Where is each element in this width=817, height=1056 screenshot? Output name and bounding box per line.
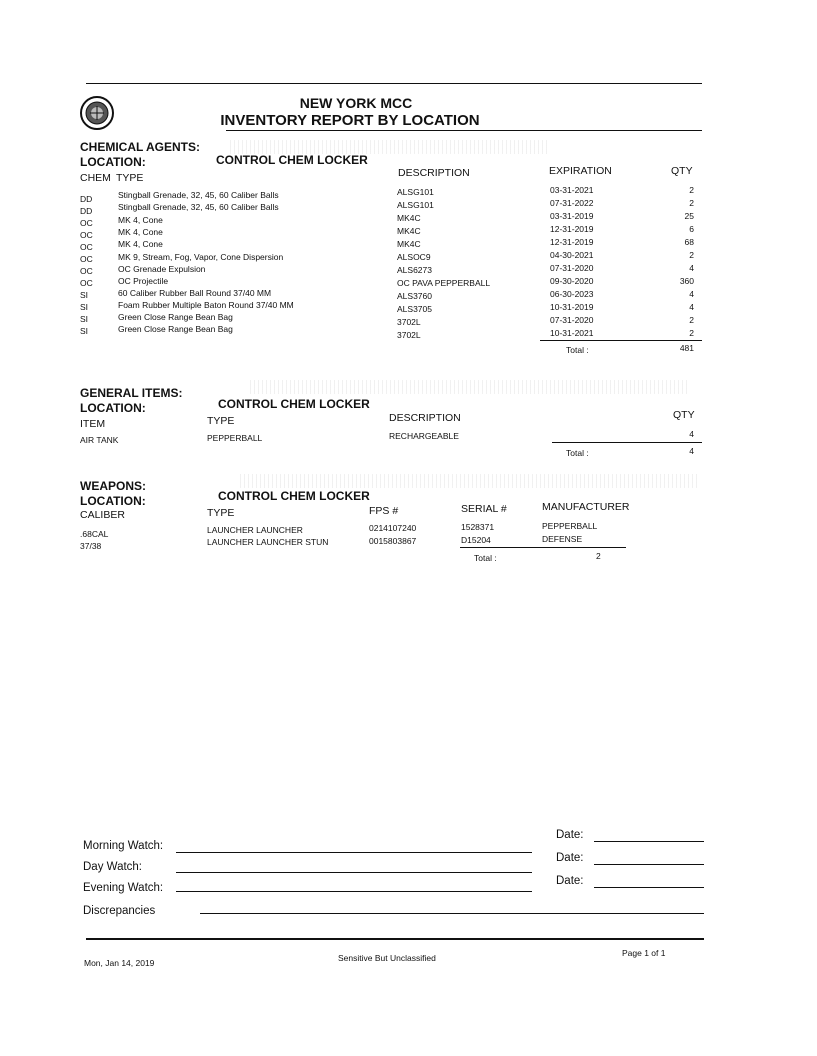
chem-header-type: TYPE [116,172,144,184]
chem-code: OC [80,230,93,240]
chem-header-chem: CHEM [80,172,111,184]
chem-description: ALSG101 [397,187,434,197]
general-header-description: DESCRIPTION [389,412,461,424]
chem-qty: 2 [689,250,694,260]
chem-code: SI [80,314,89,324]
chem-type: Stingball Grenade, 32, 45, 60 Caliber Balls [118,202,279,212]
chem-description: 3702L [397,330,421,340]
general-location-label: LOCATION: [80,401,146,415]
general-description: RECHARGEABLE [389,431,459,441]
chem-header-expiration: EXPIRATION [549,165,612,177]
chem-qty: 6 [689,224,694,234]
weapons-section-label: WEAPONS: [80,479,146,493]
chem-expiration: 10-31-2019 [550,302,594,312]
chem-expiration: 07-31-2022 [550,198,594,208]
general-header-item: ITEM [80,418,106,430]
chem-code: OC [80,278,93,288]
chem-description: ALSOC9 [397,252,431,262]
chem-type: MK 4, Cone [118,215,163,225]
chem-type: Stingball Grenade, 32, 45, 60 Caliber Balls [118,190,279,200]
chem-code: DD [80,194,93,204]
footer-classification: Sensitive But Unclassified [338,953,436,963]
chem-code: OC [80,266,93,276]
chem-header-description: DESCRIPTION [398,167,470,179]
chem-total-label: Total : [566,345,589,355]
evening-date-label: Date: [556,875,584,887]
chem-total-rule [540,340,702,341]
chem-type: OC Projectile [118,276,169,286]
agency-seal [80,96,114,130]
chem-header-qty: QTY [671,165,693,177]
chem-qty: 4 [689,289,694,299]
weapon-type: LAUNCHER LAUNCHER STUN [207,537,329,547]
chem-description: ALS3705 [397,304,432,314]
chem-expiration: 07-31-2020 [550,263,594,273]
morning-watch-label: Morning Watch: [83,840,164,852]
weapon-serial: D15204 [461,535,491,545]
chem-qty: 360 [679,276,694,286]
day-date-label: Date: [556,852,584,864]
chem-type: MK 4, Cone [118,227,163,237]
chem-description: MK4C [397,213,421,223]
chem-qty: 4 [689,263,694,273]
weapons-total-rule [460,547,626,548]
general-total-rule [552,442,702,443]
weapons-location-name: CONTROL CHEM LOCKER [218,489,370,503]
chem-expiration: 07-31-2020 [550,315,594,325]
chemical-location-label: LOCATION: [80,155,146,169]
chem-expiration: 03-31-2021 [550,185,594,195]
morning-date-label: Date: [556,829,584,841]
chem-description: MK4C [397,239,421,249]
general-header-type: TYPE [207,415,235,427]
chem-expiration: 12-31-2019 [550,237,594,247]
chem-description: ALS3760 [397,291,432,301]
discrepancies-label: Discrepancies [83,905,156,917]
chem-type: Green Close Range Bean Bag [118,312,233,322]
weapon-fps: 0214107240 [369,523,417,533]
chem-description: OC PAVA PEPPERBALL [397,278,491,288]
chem-qty: 2 [689,198,694,208]
weapons-location-label: LOCATION: [80,494,146,508]
chemical-location-name: CONTROL CHEM LOCKER [216,153,368,167]
chem-code: DD [80,206,93,216]
top-rule [86,83,702,84]
chem-type: MK 9, Stream, Fog, Vapor, Cone Dispersion [118,252,284,262]
chem-code: SI [80,302,89,312]
general-header-qty: QTY [673,409,695,421]
weapons-total-value: 2 [596,551,601,561]
day-watch-signature-line[interactable] [176,872,532,873]
report-title-line1: NEW YORK MCC [299,95,413,111]
general-qty: 4 [689,429,694,439]
weapons-header-fps: FPS # [369,505,399,517]
chem-expiration: 10-31-2021 [550,328,594,338]
chem-type: Green Close Range Bean Bag [118,324,233,334]
chem-expiration: 03-31-2019 [550,211,594,221]
chem-qty: 2 [689,328,694,338]
chem-description: ALS6273 [397,265,432,275]
chem-description: ALSG101 [397,200,434,210]
footer-page-number: Page 1 of 1 [622,948,666,958]
chem-code: SI [80,326,89,336]
morning-watch-signature-line[interactable] [176,852,532,853]
weapon-manufacturer: PEPPERBALL [542,521,598,531]
general-section-label: GENERAL ITEMS: [80,386,183,400]
morning-date-line[interactable] [594,841,704,842]
weapons-total-label: Total : [474,553,497,563]
weapon-caliber: 37/38 [80,541,102,551]
chem-qty: 68 [684,237,694,247]
chem-qty: 2 [689,185,694,195]
chem-qty: 25 [684,211,694,221]
weapon-type: LAUNCHER LAUNCHER [207,525,303,535]
general-total-value: 4 [689,446,694,456]
chem-expiration: 04-30-2021 [550,250,594,260]
weapon-serial: 1528371 [461,522,495,532]
weapon-manufacturer: DEFENSE [542,534,583,544]
chemical-section-label: CHEMICAL AGENTS: [80,140,200,154]
chem-type: OC Grenade Expulsion [118,264,206,274]
evening-watch-signature-line[interactable] [176,891,532,892]
weapons-header-serial: SERIAL # [461,503,507,515]
evening-watch-label: Evening Watch: [83,882,164,894]
general-type: PEPPERBALL [207,433,263,443]
chem-expiration: 09-30-2020 [550,276,594,286]
chem-type: 60 Caliber Rubber Ball Round 37/40 MM [118,288,272,298]
weapons-header-type: TYPE [207,507,235,519]
chem-expiration: 12-31-2019 [550,224,594,234]
general-total-label: Total : [566,448,589,458]
chem-description: MK4C [397,226,421,236]
weapon-fps: 0015803867 [369,536,417,546]
title-rule [226,130,702,131]
evening-date-line[interactable] [594,887,704,888]
weapons-header-manufacturer: MANUFACTURER [542,501,630,513]
chem-type: Foam Rubber Multiple Baton Round 37/40 MM [118,300,294,310]
day-date-line[interactable] [594,864,704,865]
chem-qty: 2 [689,315,694,325]
chem-qty: 4 [689,302,694,312]
weapons-header-caliber: CALIBER [80,509,125,521]
chem-type: MK 4, Cone [118,239,163,249]
footer-rule [86,938,704,940]
chem-total-value: 481 [679,343,694,353]
chem-code: SI [80,290,89,300]
chem-code: OC [80,242,93,252]
discrepancies-line[interactable] [200,913,704,914]
weapon-caliber: .68CAL [80,529,109,539]
general-location-name: CONTROL CHEM LOCKER [218,397,370,411]
day-watch-label: Day Watch: [83,861,143,873]
chem-description: 3702L [397,317,421,327]
chem-expiration: 06-30-2023 [550,289,594,299]
general-item: AIR TANK [80,435,119,445]
chem-code: OC [80,218,93,228]
report-title-line2: INVENTORY REPORT BY LOCATION [220,112,480,129]
chem-code: OC [80,254,93,264]
footer-date: Mon, Jan 14, 2019 [84,958,155,968]
